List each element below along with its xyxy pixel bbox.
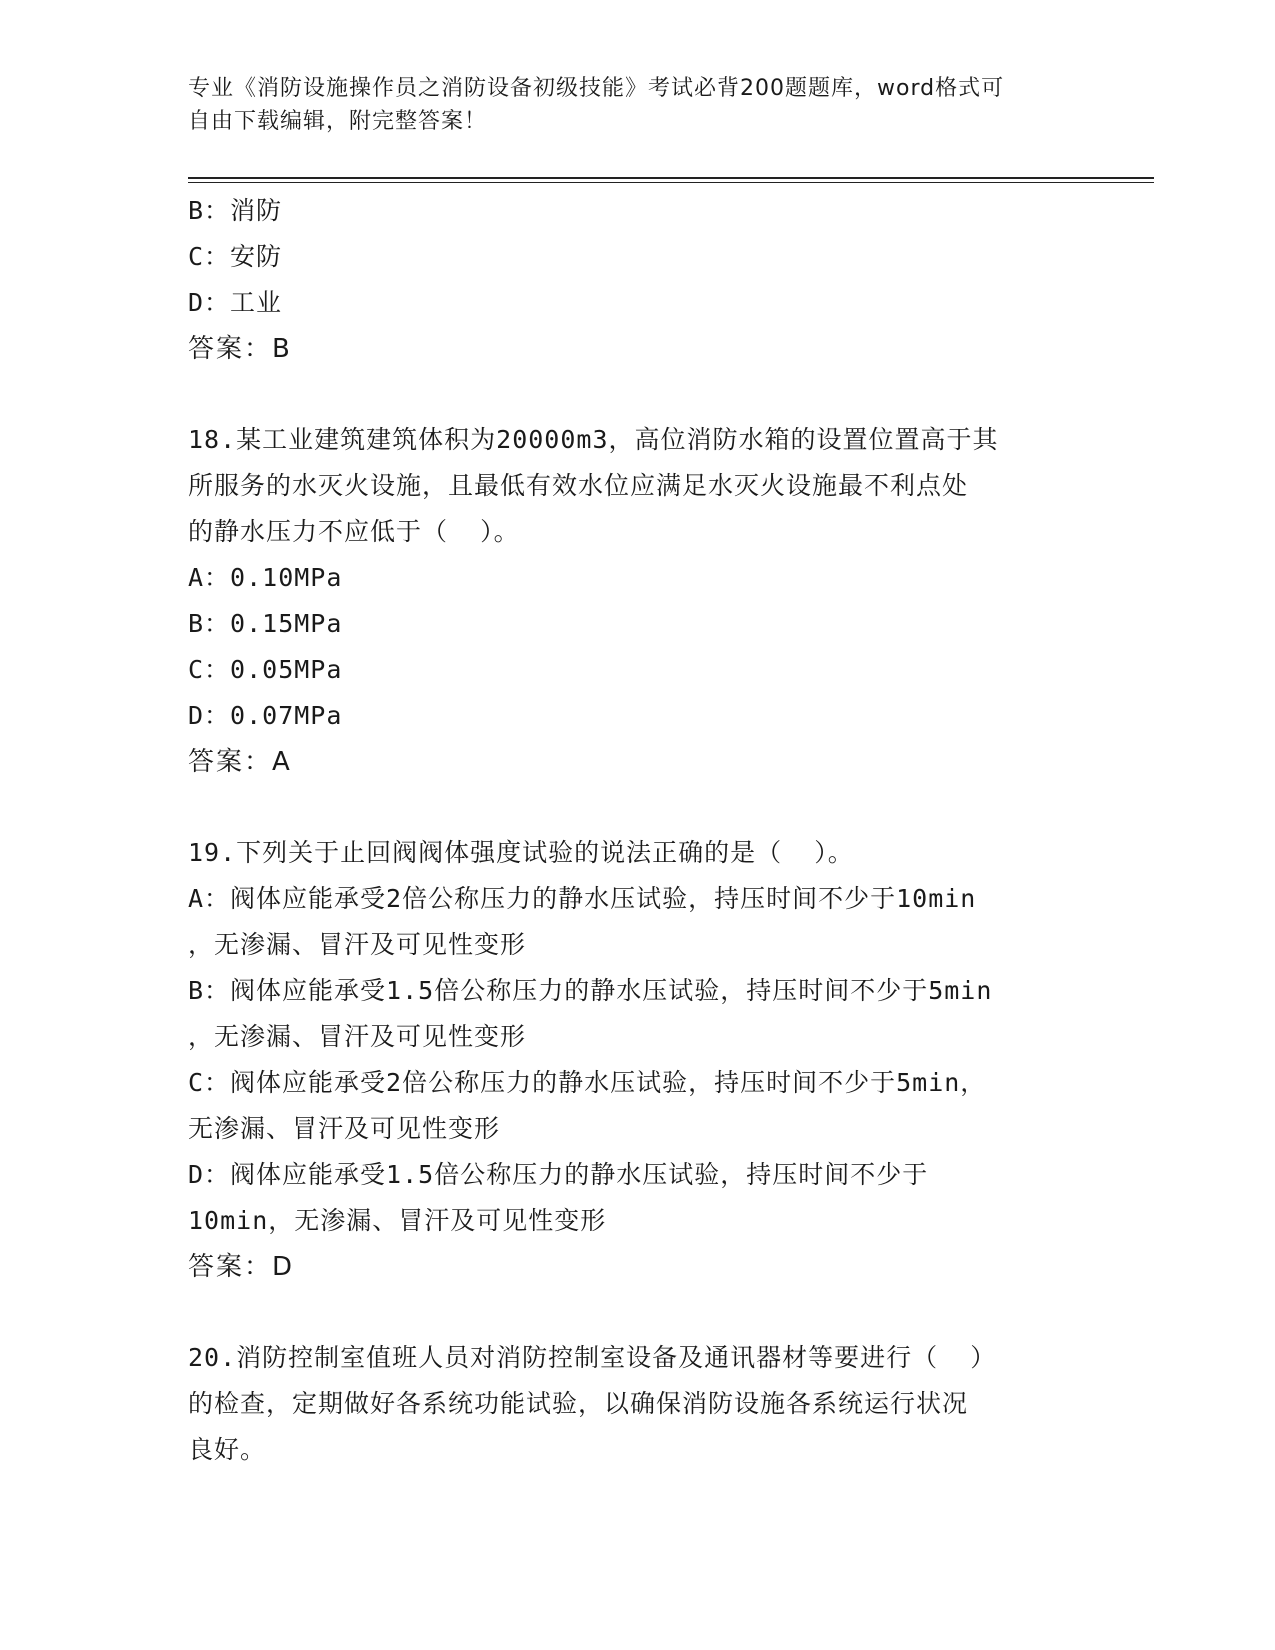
spacer: [188, 372, 1088, 417]
question-stem-line: 19.下列关于止回阀阀体强度试验的说法正确的是（ ）。: [188, 838, 854, 867]
document-header: [188, 72, 1068, 138]
header-divider-thin: [188, 182, 1154, 183]
option-d: D：0.07MPa: [188, 701, 343, 730]
option-d: D：工业: [188, 288, 283, 317]
option-c-line-1: C：阀体应能承受2倍公称压力的静水压试验，持压时间不少于5min，: [188, 1068, 987, 1097]
option-d-line-1: D：阀体应能承受1.5倍公称压力的静水压试验，持压时间不少于: [188, 1160, 929, 1189]
header-divider-thick: [188, 177, 1154, 179]
option-b-line-1: B：阀体应能承受1.5倍公称压力的静水压试验，持压时间不少于5min: [188, 976, 993, 1005]
option-a: A：0.10MPa: [188, 563, 343, 592]
option-c: C：0.05MPa: [188, 655, 343, 684]
question-list: [188, 188, 1088, 1473]
question-20: [188, 1335, 1088, 1473]
question-stem-line: 20.消防控制室值班人员对消防控制室设备及通讯器材等要进行（ ）: [188, 1343, 997, 1372]
header-line-2: 自由下载编辑，附完整答案！: [188, 109, 488, 134]
question-stem-line: 18.某工业建筑建筑体积为20000m3，高位消防水箱的设置位置高于其: [188, 425, 999, 454]
question-stem-line: 所服务的水灭火设施，且最低有效水位应满足水灭火设施最不利点处: [188, 471, 969, 500]
question-stem-line: 良好。: [188, 1435, 267, 1464]
option-b: B：消防: [188, 196, 283, 225]
question-18: [188, 417, 1088, 785]
question-17-tail: [188, 188, 1088, 372]
answer-line: 答案：D: [188, 1252, 295, 1282]
question-19: [188, 830, 1088, 1290]
option-a-line-2: ，无渗漏、冒汗及可见性变形: [188, 930, 527, 959]
option-c-line-2: 无渗漏、冒汗及可见性变形: [188, 1114, 501, 1143]
header-line-1: 专业《消防设施操作员之消防设备初级技能》考试必背200题题库，word格式可: [188, 76, 1005, 101]
answer-line: 答案：B: [188, 334, 292, 364]
option-d-line-2: 10min，无渗漏、冒汗及可见性变形: [188, 1206, 607, 1235]
option-b: B：0.15MPa: [188, 609, 343, 638]
spacer: [188, 1290, 1088, 1335]
option-a-line-1: A：阀体应能承受2倍公称压力的静水压试验，持压时间不少于10min: [188, 884, 977, 913]
option-b-line-2: ，无渗漏、冒汗及可见性变形: [188, 1022, 527, 1051]
question-stem-line: 的检查，定期做好各系统功能试验，以确保消防设施各系统运行状况: [188, 1389, 969, 1418]
question-stem-line: 的静水压力不应低于（ ）。: [188, 517, 520, 546]
answer-line: 答案：A: [188, 747, 292, 777]
option-c: C：安防: [188, 242, 283, 271]
spacer: [188, 785, 1088, 830]
